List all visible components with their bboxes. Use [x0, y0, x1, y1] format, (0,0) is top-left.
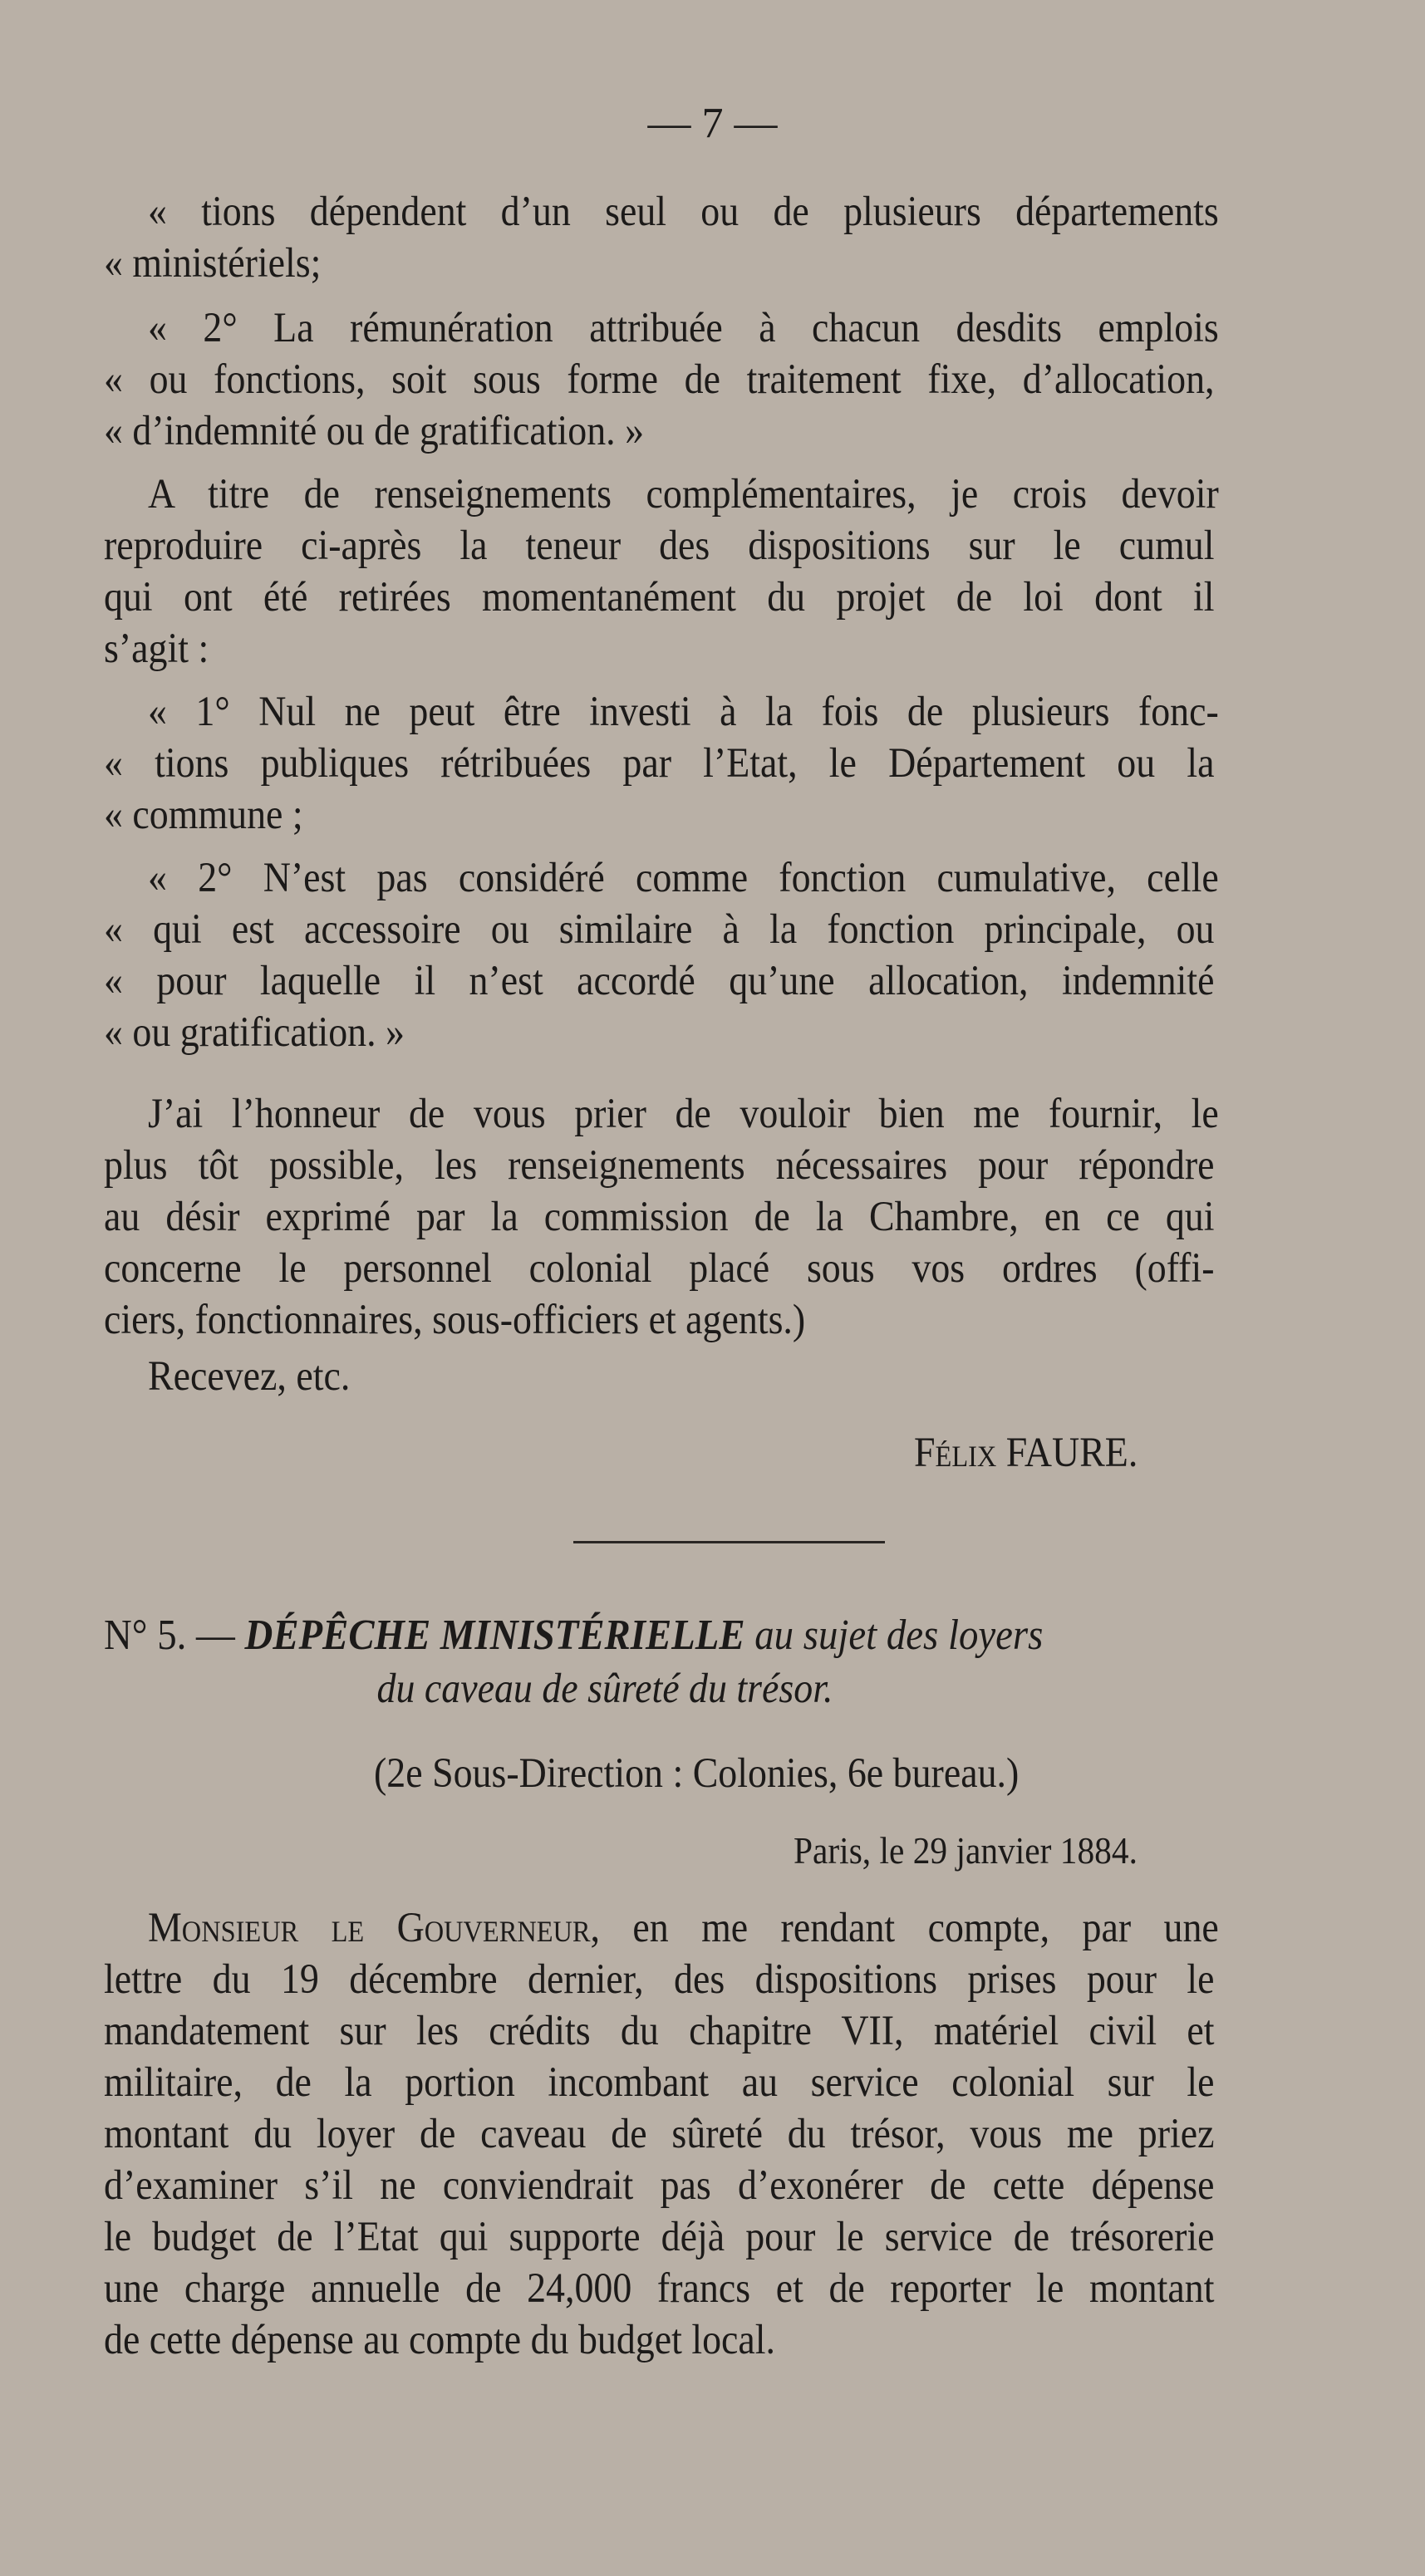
section-title-rest: au sujet des loyers: [754, 1612, 1044, 1659]
text-line: « ou gratification. »: [104, 1009, 405, 1056]
text-line: « qui est accessoire ou similaire à la fonction principale, ou: [104, 906, 1215, 953]
text-line: « 2° N’est pas considéré comme fonction cumulative, celle: [148, 855, 1219, 901]
text-line: reproduire ci-après la teneur des dispositions sur le cumul: [104, 523, 1215, 569]
page-number: — 7 —: [647, 100, 778, 147]
text-line: « d’indemnité ou de gratification. »: [104, 408, 645, 454]
text-line: « commune ;: [104, 792, 303, 838]
section-title-line2: du caveau de sûreté du trésor.: [376, 1666, 833, 1712]
signature: Félix FAURE.: [914, 1430, 1138, 1476]
text-line: mandatement sur les crédits du chapitre VII, matériel civil et: [104, 2008, 1215, 2054]
text-line: « tions publiques rétribuées par l’Etat, le Département ou la: [104, 740, 1215, 787]
text-line: s’agit :: [104, 626, 209, 672]
text-line: de cette dépense au compte du budget local.: [104, 2317, 776, 2363]
text-line: plus tôt possible, les renseignements nécessaires pour répondre: [104, 1142, 1215, 1189]
section-heading: [104, 1610, 1255, 1661]
text-line: « pour laquelle il n’est accordé qu’une allocation, indemnité: [104, 958, 1215, 1004]
text-line: au désir exprimé par la commission de la Chambre, en ce qui: [104, 1194, 1215, 1240]
text-line: une charge annuelle de 24,000 francs et de reporter le montant: [104, 2265, 1215, 2312]
text-line: militaire, de la portion incombant au service colonial sur le: [104, 2059, 1215, 2106]
text-line: « ou fonctions, soit sous forme de traitement fixe, d’allocation,: [104, 356, 1215, 403]
text-line: « 2° La rémunération attribuée à chacun desdits emplois: [148, 305, 1219, 351]
text-line: lettre du 19 décembre dernier, des dispositions prises pour le: [104, 1956, 1215, 2003]
text-line: d’examiner s’il ne conviendrait pas d’exonérer de cette dépense: [104, 2162, 1215, 2209]
text-line: « 1° Nul ne peut être investi à la fois de plusieurs fonc-: [148, 689, 1219, 735]
text-line: qui ont été retirées momentanément du projet de loi dont il: [104, 574, 1215, 621]
text-line: ciers, fonctionnaires, sous-officiers et agents.): [104, 1297, 806, 1343]
section-number: N° 5. —: [104, 1612, 235, 1659]
text-line: montant du loyer de caveau de sûreté du trésor, vous me priez: [104, 2111, 1215, 2157]
text-line: « tions dépendent d’un seul ou de plusieurs départements: [148, 189, 1219, 235]
salutation: Monsieur le Gouverneur,: [148, 1905, 600, 1951]
text-line: « ministériels;: [104, 240, 322, 287]
subdirection: (2e Sous-Direction : Colonies, 6e bureau.): [374, 1750, 1020, 1797]
text-line: J’ai l’honneur de vous prier de vouloir bien me fournir, le: [148, 1091, 1219, 1137]
section-divider: [573, 1541, 885, 1543]
closing: Recevez, etc.: [148, 1353, 351, 1400]
text-line: le budget de l’Etat qui supporte déjà pour le service de trésorerie: [104, 2214, 1215, 2260]
section-title-bold: DÉPÊCHE MINISTÉRIELLE: [244, 1612, 745, 1659]
text-line: concerne le personnel colonial placé sous vos ordres (offi-: [104, 1245, 1215, 1292]
letter-date: Paris, le 29 janvier 1884.: [794, 1829, 1138, 1872]
letter-line-first: Monsieur le Gouverneur, en me rendant compte, par une: [148, 1905, 1219, 1951]
text-line: A titre de renseignements complémentaires, je crois devoir: [148, 471, 1219, 518]
